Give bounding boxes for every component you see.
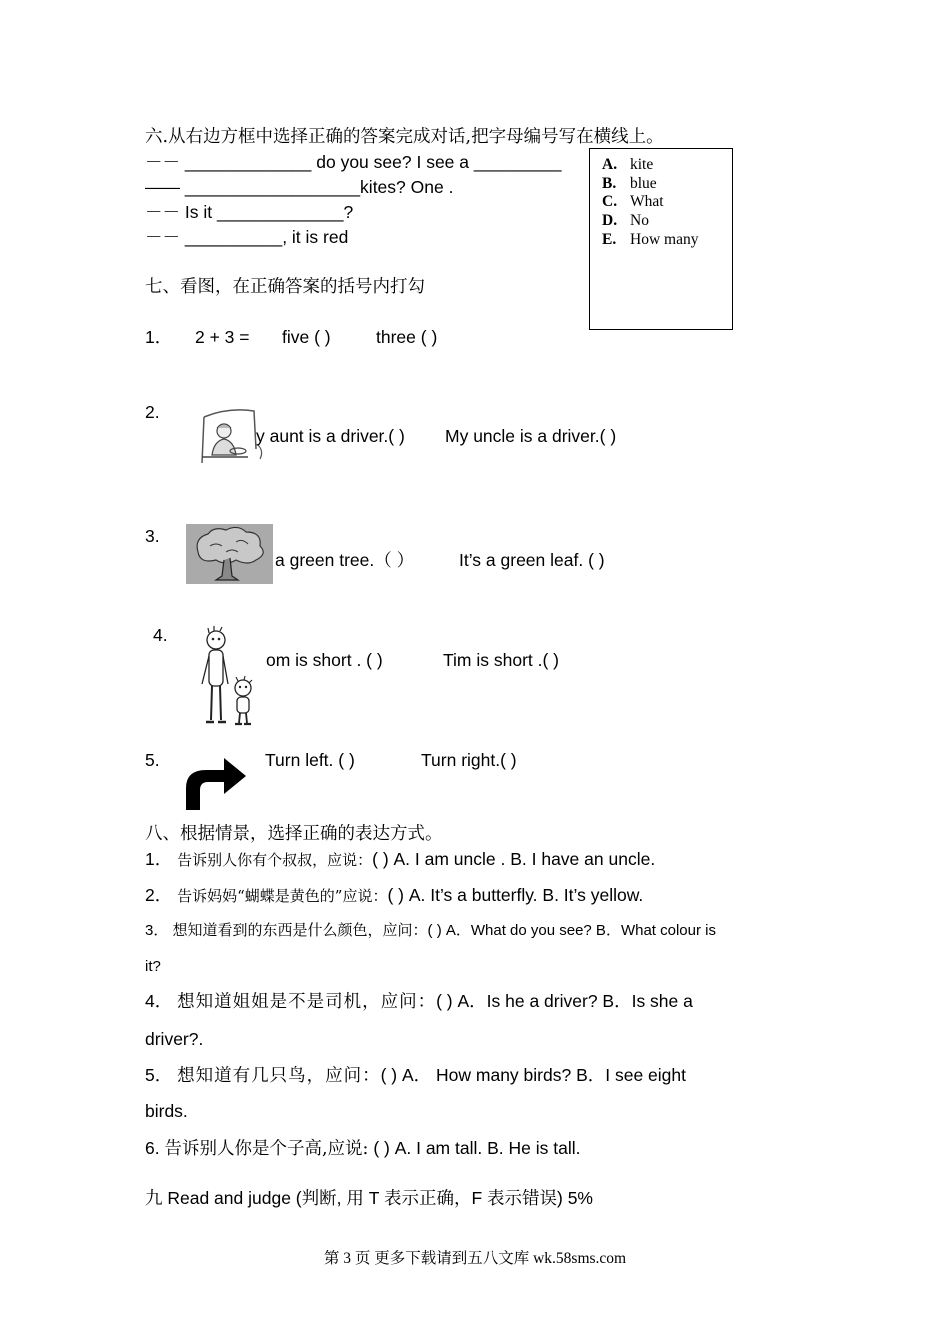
question-4-continued: driver?. <box>145 1029 204 1049</box>
tall-and-short-boys-illustration <box>194 626 260 728</box>
question-5: 5． 想知道有几只鸟，应问：( ) A． How many birds? B．I see eight <box>145 1065 686 1086</box>
item4-choice-b: Tim is short .( ) <box>443 650 560 670</box>
section7-title: 七、看图，在正确答案的括号内打勾 <box>145 277 425 297</box>
item2-number: 2. <box>145 402 160 422</box>
item1-choice-a: five ( ) <box>282 327 331 347</box>
item2-choice-a: y aunt is a driver.( ) <box>256 426 405 446</box>
item2-choice-b: My uncle is a driver.( ) <box>445 426 617 446</box>
option-d: D. No <box>602 212 649 229</box>
option-b: B. blue <box>602 175 657 192</box>
answer-options-box <box>589 148 733 330</box>
option-a: A. kite <box>602 156 654 173</box>
dialog-line-2: —— __________________kites? One . <box>145 177 454 197</box>
question-1: 1． 告诉别人你有个叔叔，应说：( ) A. I am uncle . B. I have an uncle. <box>145 849 656 869</box>
item1-number: 1． <box>145 327 173 347</box>
question-2: 2． 告诉妈妈“蝴蝶是黄色的”应说：( ) A. It’s a butterfly. B. It’s yellow. <box>145 885 644 905</box>
item4-choice-a: om is short . ( ) <box>266 650 383 670</box>
item5-number: 5. <box>145 750 160 770</box>
item1-choice-b: three ( ) <box>376 327 438 347</box>
item3-number: 3. <box>145 526 160 546</box>
tree-illustration <box>186 524 273 584</box>
section8-title: 八、根据情景，选择正确的表达方式。 <box>145 824 443 844</box>
section6-title: 六.从右边方框中选择正确的答案完成对话,把字母编号写在横线上。 <box>145 127 664 147</box>
dialog-line-4: －－ __________, it is red <box>145 227 349 247</box>
question-4: 4． 想知道姐姐是不是司机，应问：( ) A．Is he a driver? B．Is she a <box>145 991 693 1012</box>
dialog-line-1: －－ _____________ do you see? I see a _________ <box>145 152 562 172</box>
section9-title: 九 Read and judge (判断, 用 T 表示正确，F 表示错误) 5% <box>145 1188 593 1208</box>
question-3: 3． 想知道看到的东西是什么颜色，应问：( ) A．What do you see? B．What colour is <box>145 921 716 939</box>
page-footer: 第 3 页 更多下载请到五八文库 wk.58sms.com <box>323 1250 627 1267</box>
option-c: C. What <box>602 193 664 210</box>
item5-choice-b: Turn right.( ) <box>421 750 517 770</box>
item5-choice-a: Turn left. ( ) <box>265 750 355 770</box>
dialog-line-3: －－ Is it _____________? <box>145 202 354 222</box>
question-6: 6. 告诉别人你是个子高,应说: ( ) A. I am tall. B. He is tall. <box>145 1138 581 1159</box>
turn-right-arrow-icon <box>184 756 248 810</box>
option-e: E. How many <box>602 231 699 248</box>
question-5-continued: birds. <box>145 1101 188 1121</box>
item3-choice-a: a green tree.（ ） <box>275 550 415 570</box>
item3-choice-b: It’s a green leaf. ( ) <box>459 550 605 570</box>
item4-number: 4. <box>153 625 168 645</box>
question-3-continued: it? <box>145 958 161 975</box>
item1-prompt: 2 + 3 = <box>195 327 250 347</box>
